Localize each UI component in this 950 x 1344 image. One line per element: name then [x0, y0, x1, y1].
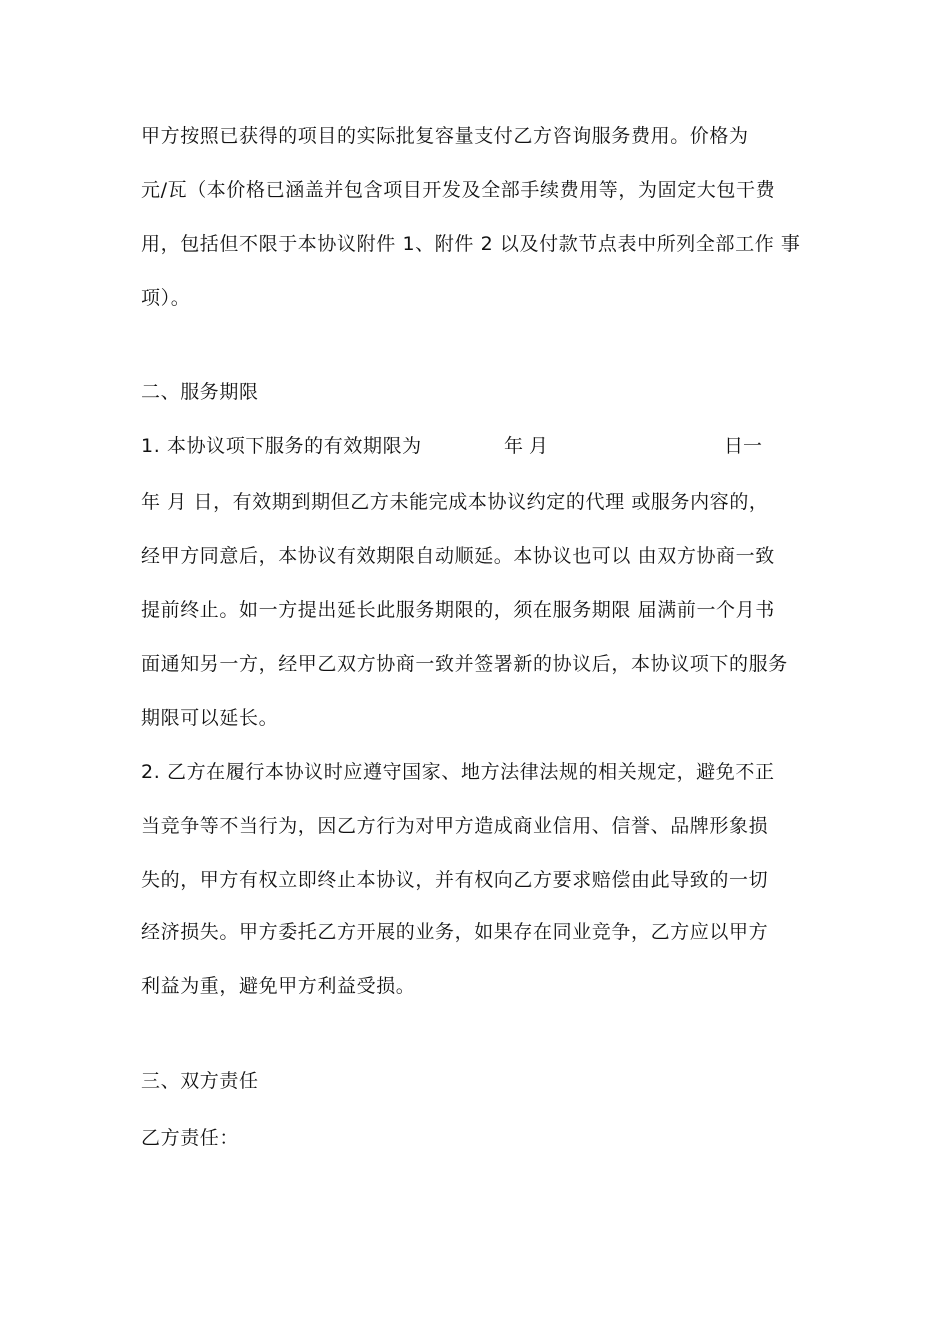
section-heading: 二、服务期限: [141, 381, 259, 403]
term-year-month: 年 月: [504, 435, 549, 457]
paragraph-line: 甲方按照已获得的项目的实际批复容量支付乙方咨询服务费用。价格为: [141, 125, 749, 147]
paragraph-line: 提前终止。如一方提出延长此服务期限的，须在服务期限 届满前一个月书: [141, 599, 775, 621]
paragraph-line: 利益为重，避免甲方利益受损。: [141, 975, 416, 997]
term-line-prefix: 1. 本协议项下服务的有效期限为: [141, 435, 422, 457]
paragraph-line: 期限可以延长。: [141, 707, 279, 729]
paragraph-line: 用，包括但不限于本协议附件 1、附件 2 以及付款节点表中所列全部工作 事: [141, 233, 801, 255]
paragraph-line: 当竞争等不当行为，因乙方行为对甲方造成商业信用、信誉、品牌形象损: [141, 815, 769, 837]
paragraph-line: 经甲方同意后，本协议有效期限自动顺延。本协议也可以 由双方协商一致: [141, 545, 775, 567]
paragraph-line: 元/瓦（本价格已涵盖并包含项目开发及全部手续费用等，为固定大包干费: [141, 179, 776, 201]
paragraph-line: 项）。: [141, 287, 191, 309]
sub-heading: 乙方责任：: [141, 1127, 240, 1149]
paragraph-line: 面通知另一方，经甲乙双方协商一致并签署新的协议后，本协议项下的服务: [141, 653, 788, 675]
paragraph-line: 年 月 日，有效期到期但乙方未能完成本协议约定的代理 或服务内容的，: [141, 491, 769, 513]
paragraph-line: 2. 乙方在履行本协议时应遵守国家、地方法律法规的相关规定，避免不正: [141, 761, 775, 783]
term-day-to: 日一: [724, 435, 763, 457]
section-heading: 三、双方责任: [141, 1070, 259, 1092]
paragraph-line: 经济损失。甲方委托乙方开展的业务，如果存在同业竞争，乙方应以甲方: [141, 921, 769, 943]
paragraph-line: 失的，甲方有权立即终止本协议，并有权向乙方要求赔偿由此导致的一切: [141, 869, 769, 891]
